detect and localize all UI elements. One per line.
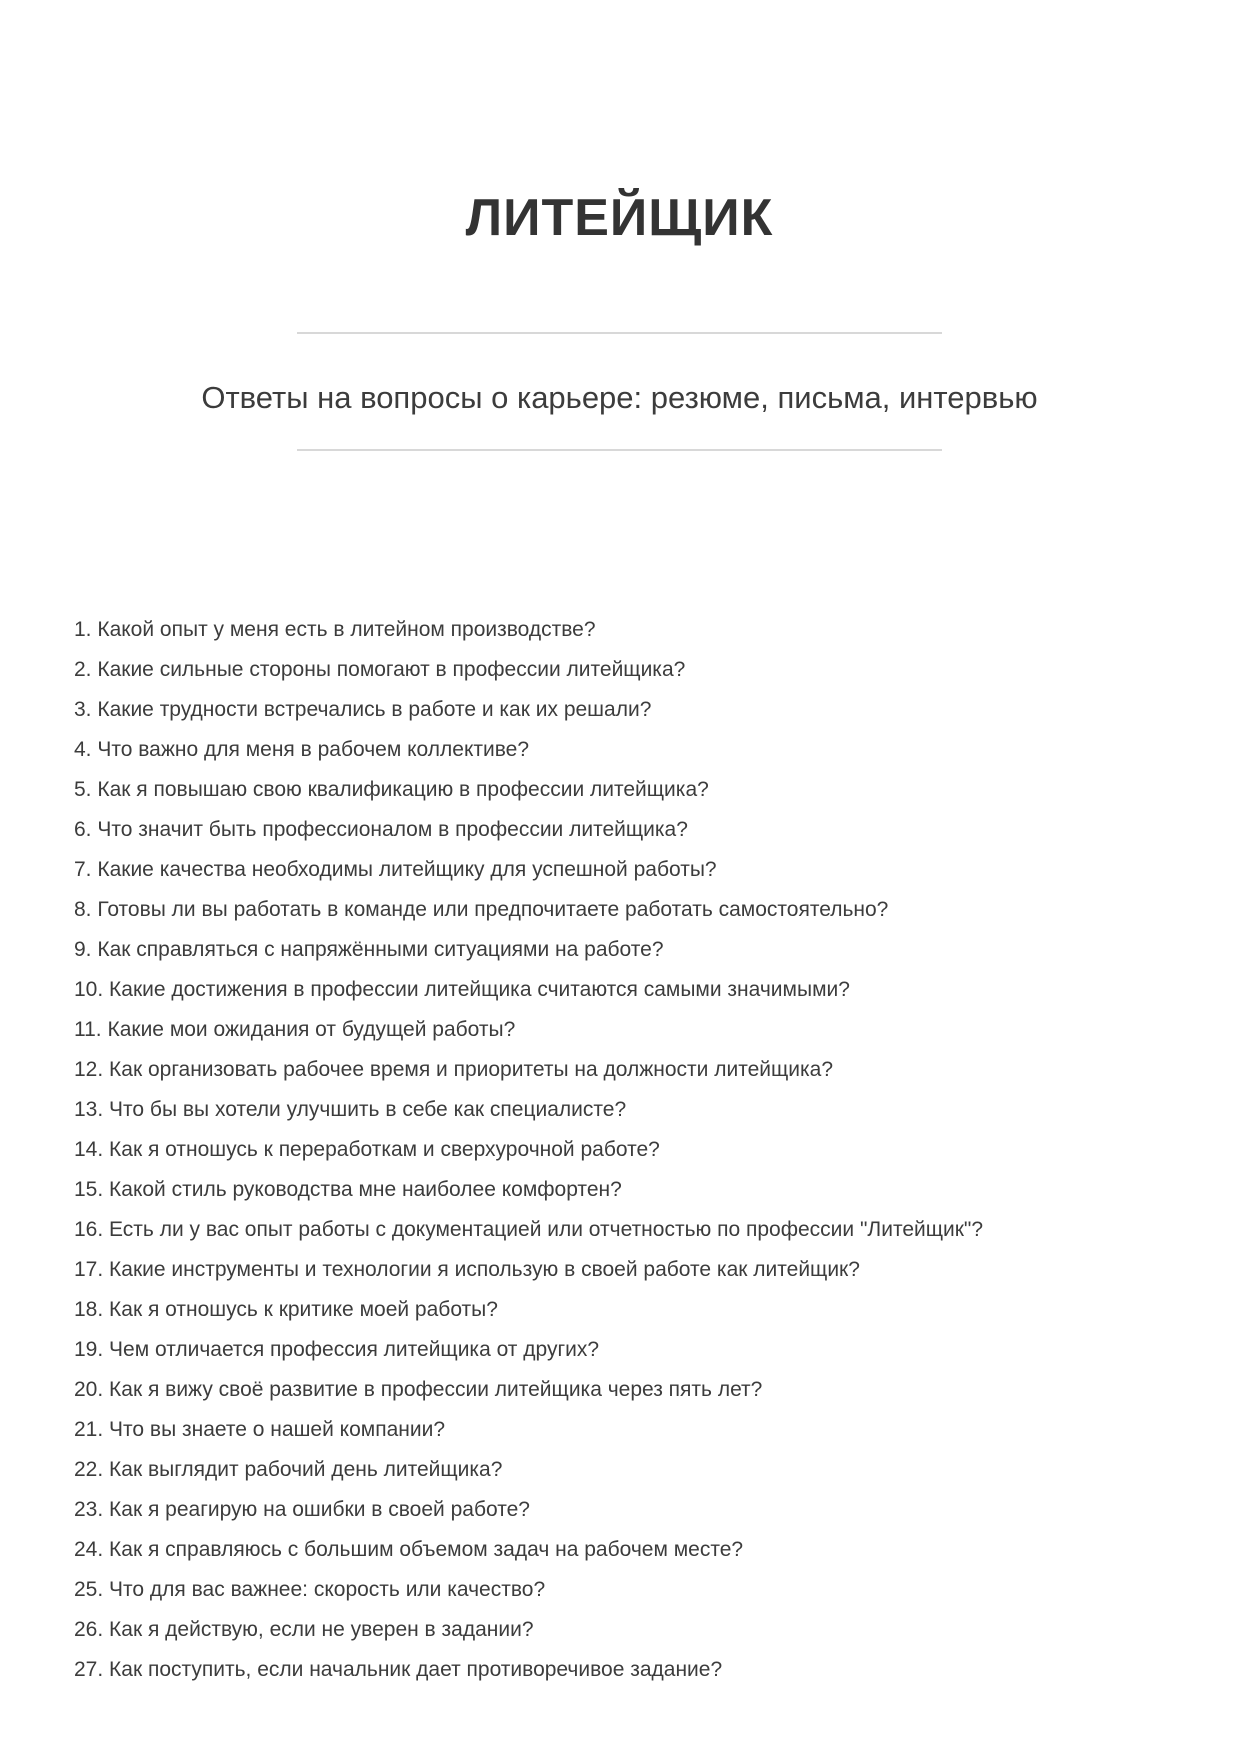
question-item: 14. Как я отношусь к переработкам и сверхурочной работе? — [74, 1138, 660, 1161]
question-item: 13. Что бы вы хотели улучшить в себе как специалисте? — [74, 1098, 627, 1121]
question-item: 27. Как поступить, если начальник дает противоречивое задание? — [74, 1658, 723, 1681]
question-item: 15. Какой стиль руководства мне наиболее комфортен? — [74, 1178, 622, 1201]
question-item: 10. Какие достижения в профессии литейщика считаются самыми значимыми? — [74, 978, 850, 1001]
bottom-divider — [297, 449, 942, 451]
page-subtitle: Ответы на вопросы о карьере: резюме, письма, интервью — [201, 380, 1038, 415]
question-item: 2. Какие сильные стороны помогают в профессии литейщика? — [74, 658, 686, 681]
question-item: 18. Как я отношусь к критике моей работы? — [74, 1298, 498, 1321]
question-item: 24. Как я справляюсь с большим объемом задач на рабочем месте? — [74, 1538, 744, 1561]
page-title: ЛИТЕЙЩИК — [465, 189, 774, 247]
question-item: 4. Что важно для меня в рабочем коллективе? — [74, 738, 529, 761]
question-item: 1. Какой опыт у меня есть в литейном производстве? — [74, 618, 596, 641]
question-item: 12. Как организовать рабочее время и приоритеты на должности литейщика? — [74, 1058, 834, 1081]
question-item: 5. Как я повышаю свою квалификацию в профессии литейщика? — [74, 778, 709, 801]
question-item: 7. Какие качества необходимы литейщику для успешной работы? — [74, 858, 717, 881]
question-item: 19. Чем отличается профессия литейщика от других? — [74, 1338, 600, 1361]
question-item: 23. Как я реагирую на ошибки в своей работе? — [74, 1498, 530, 1521]
question-item: 6. Что значит быть профессионалом в профессии литейщика? — [74, 818, 688, 841]
question-item: 9. Как справляться с напряжёнными ситуациями на работе? — [74, 938, 664, 961]
question-item: 16. Есть ли у вас опыт работы с документацией или отчетностью по профессии "Литейщик"? — [74, 1218, 984, 1241]
question-item: 21. Что вы знаете о нашей компании? — [74, 1418, 445, 1441]
question-item: 25. Что для вас важнее: скорость или качество? — [74, 1578, 546, 1601]
question-item: 11. Какие мои ожидания от будущей работы? — [74, 1018, 516, 1041]
question-item: 22. Как выглядит рабочий день литейщика? — [74, 1458, 503, 1481]
question-item: 20. Как я вижу своё развитие в профессии литейщика через пять лет? — [74, 1378, 763, 1401]
question-item: 17. Какие инструменты и технологии я использую в своей работе как литейщик? — [74, 1258, 860, 1281]
question-item: 26. Как я действую, если не уверен в задании? — [74, 1618, 534, 1641]
question-item: 8. Готовы ли вы работать в команде или предпочитаете работать самостоятельно? — [74, 898, 889, 921]
top-divider — [297, 332, 942, 334]
questions-list — [74, 610, 1209, 1690]
question-item: 3. Какие трудности встречались в работе и как их решали? — [74, 698, 652, 721]
